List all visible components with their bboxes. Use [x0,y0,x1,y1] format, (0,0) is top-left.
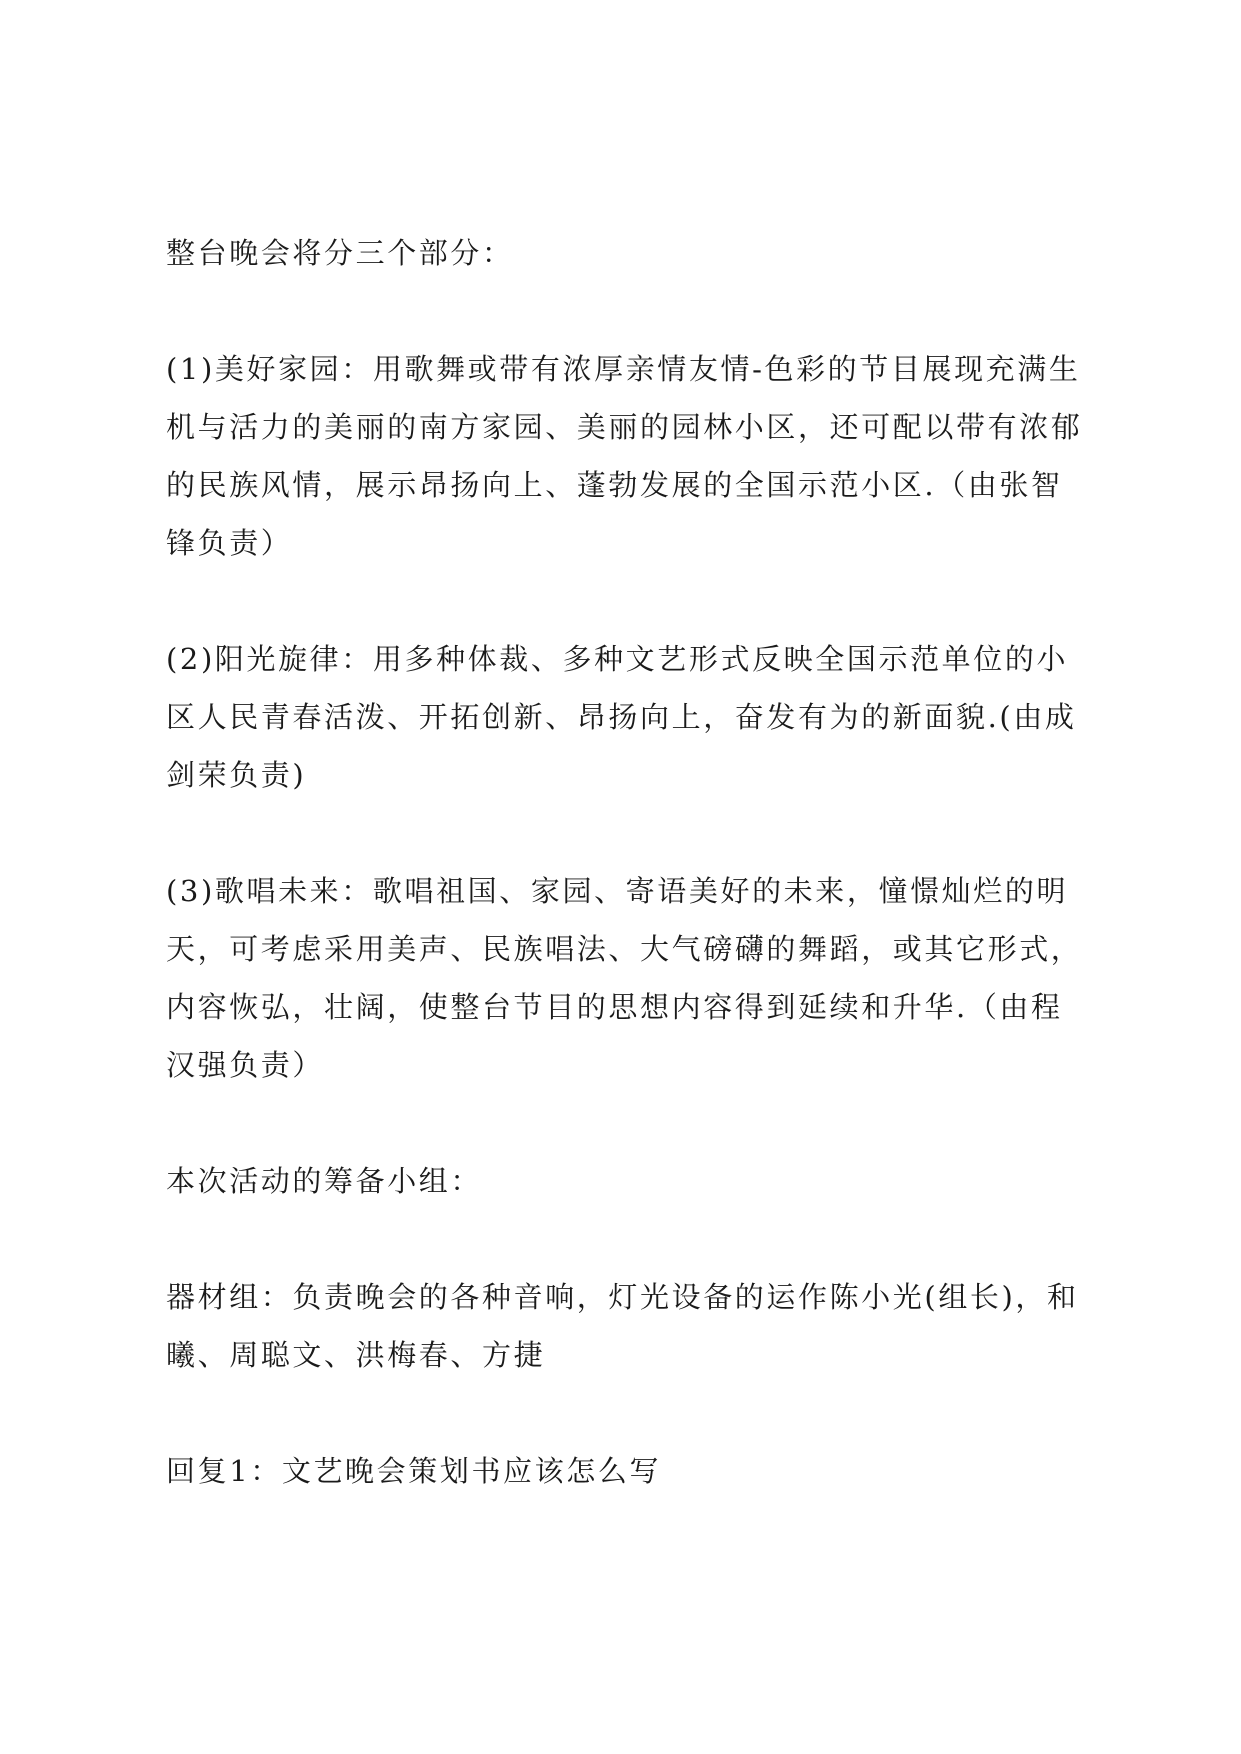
equipment-group-paragraph: 器材组：负责晚会的各种音响，灯光设备的运作陈小光(组长)，和曦、周聪文、洪梅春、方捷 [166,1280,1079,1372]
part-one-paragraph: (1)美好家园：用歌舞或带有浓厚亲情友情-色彩的节目展现充满生机与活力的美丽的南方家园、美丽的园林小区，还可配以带有浓郁的民族风情，展示昂扬向上、蓬勃发展的全国示范小区.（由张智锋负责） [166,352,1083,560]
reply-heading: 回复1：文艺晚会策划书应该怎么写 [166,1454,662,1488]
intro-paragraph: 整台晚会将分三个部分： [166,236,514,270]
part-three-paragraph: (3)歌唱未来：歌唱祖国、家园、寄语美好的未来，憧憬灿烂的明天，可考虑采用美声、民族唱法、大气磅礴的舞蹈，或其它形式，内容恢弘，壮阔，使整台节目的思想内容得到延续和升华.（由程汉强负责） [166,874,1083,1082]
committee-heading: 本次活动的筹备小组： [166,1164,483,1198]
part-two-paragraph: (2)阳光旋律：用多种体裁、多种文艺形式反映全国示范单位的小区人民青春活泼、开拓创新、昂扬向上，奋发有为的新面貌.(由成剑荣负责) [166,642,1077,792]
